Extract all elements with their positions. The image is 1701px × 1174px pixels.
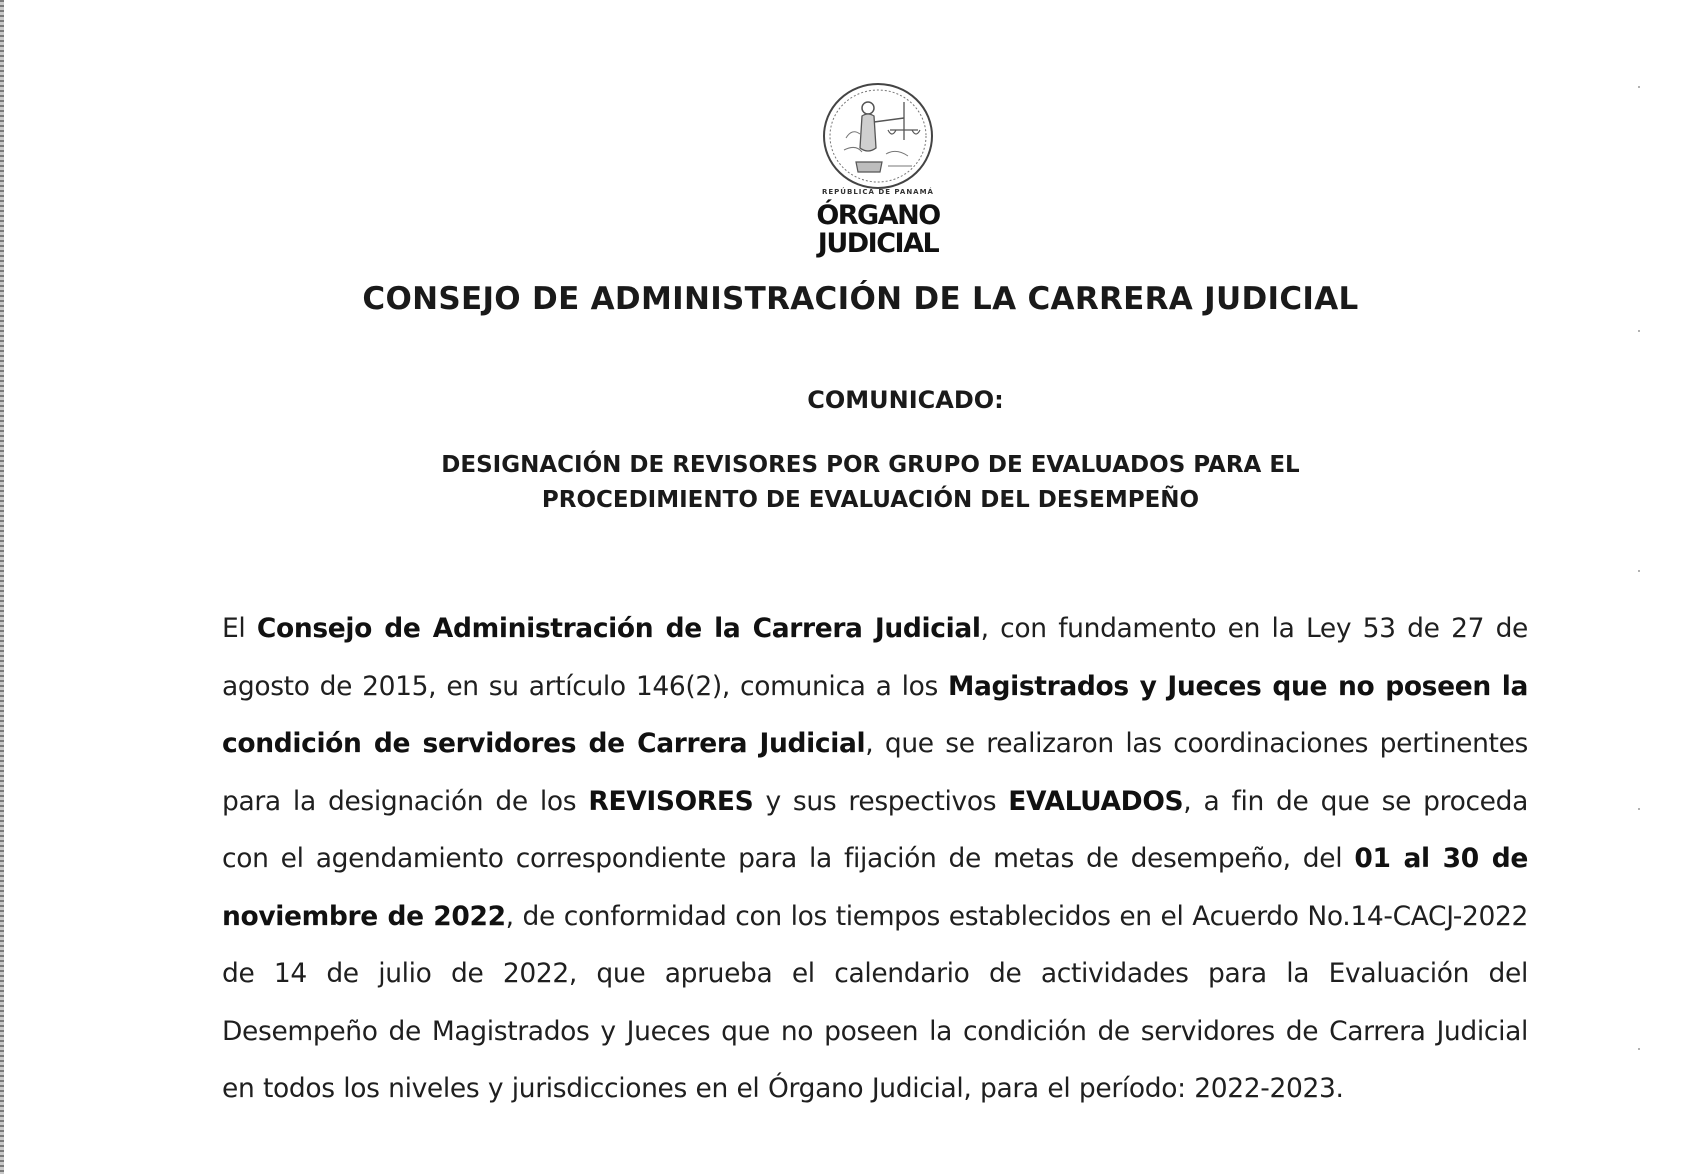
body-paragraph	[222, 600, 1528, 1118]
subject-line-1: DESIGNACIÓN DE REVISORES POR GRUPO DE EVALUADOS PARA EL	[441, 452, 1300, 478]
council-title: CONSEJO DE ADMINISTRACIÓN DE LA CARRERA JUDICIAL	[362, 281, 1359, 317]
bold-run-evaluados: EVALUADOS	[1008, 785, 1184, 817]
emblem-word-organo: ÓRGANO	[816, 200, 940, 231]
organo-judicial-seal-icon	[816, 78, 940, 190]
bold-run-dates: 01 al 30 de noviembre de 2022	[222, 843, 1528, 932]
scan-mark	[1638, 1048, 1640, 1050]
bold-run-revisores: REVISORES	[588, 785, 754, 817]
scan-mark	[1638, 570, 1640, 572]
text-run: , que se realizaron las coordinaciones pertinentes para la designación de los	[222, 728, 1528, 817]
text-run: , de conformidad con los tiempos establecidos en el Acuerdo No.14-CACJ-2022 de 14 de julio de 2022, que aprueba el calendario de actividades para la Evaluación del Desempeño de Magistrados y Jueces que no poseen la condición de servidores de Carrera Judicial en todos los niveles y jurisdicciones en el Órgano Judicial, para el período: 2022-2023.	[222, 900, 1528, 1104]
subject-heading	[0, 448, 1701, 518]
text-run: El	[222, 613, 257, 644]
text-run: , con fundamento en la Ley 53 de 27 de agosto de 2015, en su artículo 146(2), comunica a los	[222, 613, 1528, 702]
subject-line-2: PROCEDIMIENTO DE EVALUACIÓN DEL DESEMPEÑO	[541, 487, 1200, 513]
scan-edge	[0, 0, 4, 1174]
scan-mark	[1638, 86, 1640, 88]
scan-mark	[1638, 808, 1640, 810]
scan-mark	[1638, 330, 1640, 332]
bold-run-council: Consejo de Administración de la Carrera Judicial	[256, 613, 981, 644]
emblem-word-judicial: JUDICIAL	[817, 228, 939, 259]
organo-judicial-logo	[813, 78, 943, 268]
text-run: , a fin de que se proceda con el agendamiento correspondiente para la fijación de metas de desempeño, del	[222, 785, 1528, 874]
bold-run-magistrados: Magistrados y Jueces que no poseen la condición de servidores de Carrera Judicial	[222, 670, 1528, 759]
emblem-caption: REPÚBLICA DE PANAMÁ	[822, 188, 934, 196]
comunicado-title: COMUNICADO:	[807, 386, 1004, 414]
text-run: y sus respectivos	[753, 785, 1009, 817]
